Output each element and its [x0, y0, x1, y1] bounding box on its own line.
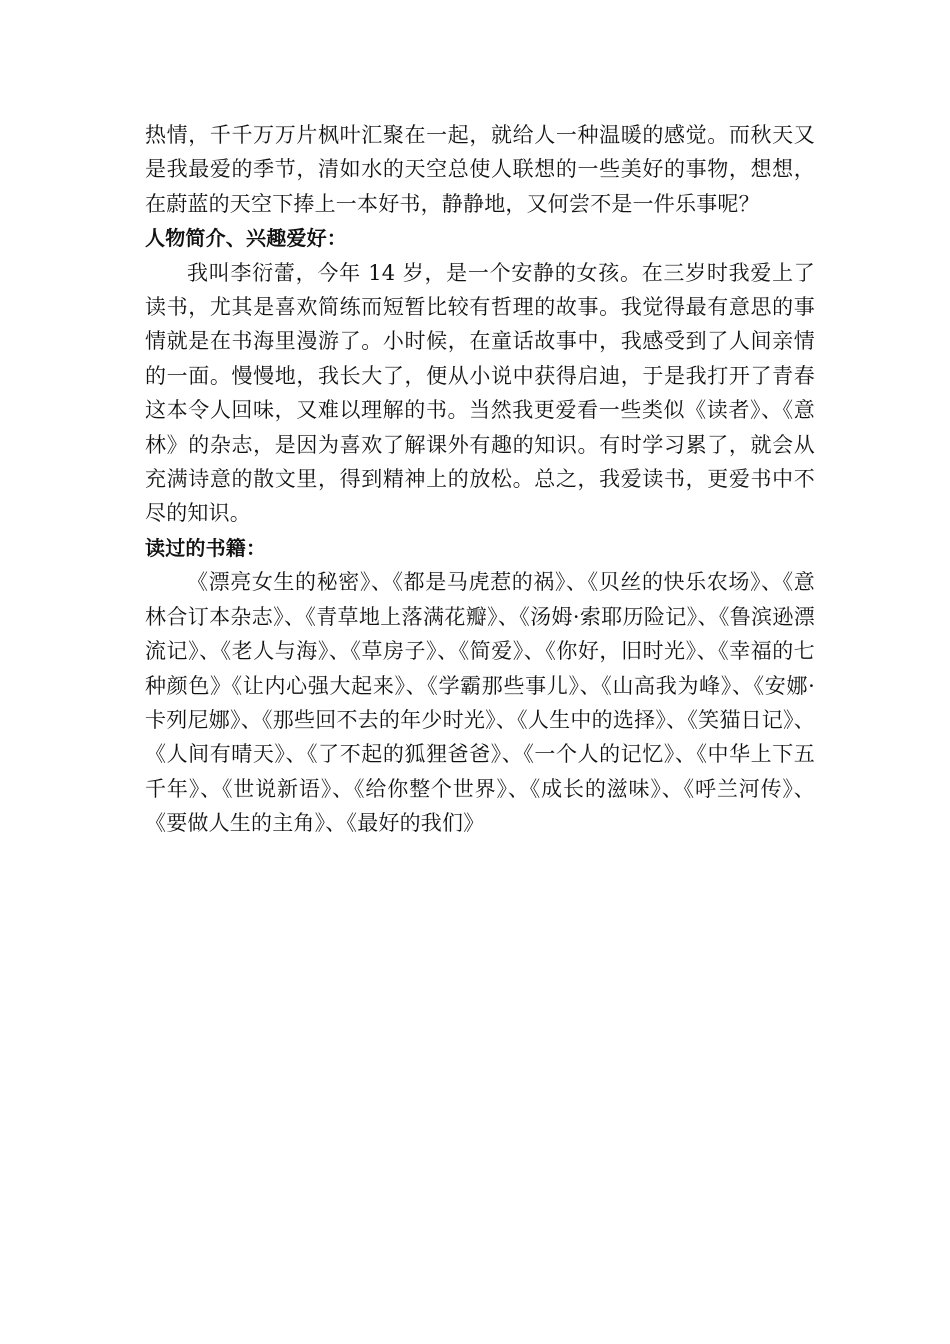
profile-heading: 人物简介、兴趣爱好： — [145, 226, 347, 251]
document-page — [145, 118, 815, 841]
books-heading: 读过的书籍： — [145, 535, 267, 560]
books-paragraph: 《漂亮女生的秘密》、《都是马虎惹的祸》、《贝丝的快乐农场》、《意林合订本杂志》、《青草地上落满花瓣》、《汤姆·索耶历险记》、《鲁滨逊漂流记》、《老人与海》、《草房子》、《简爱》、《你好，旧时光》、《幸福的七种颜色》《让内心强大起来》、《学霸那些事儿》、《山高我为峰》、《安娜·卡列尼娜》、《那些回不去的年少时光》、《人生中的选择》、《笑猫日记》、《人间有晴天》、《了不起的狐狸爸爸》、《一个人的记忆》、《中华上下五千年》、《世说新语》、《给你整个世界》、《成长的滋味》、《呼兰河传》、《要做人生的主角》、《最好的我们》 — [145, 570, 815, 836]
profile-paragraph: 我叫李衍蕾，今年 14 岁，是一个安静的女孩。在三岁时我爱上了读书，尤其是喜欢简练而短暂比较有哲理的故事。我觉得最有意思的事情就是在书海里漫游了。小时候，在童话故事中，我感受到了人间亲情的一面。慢慢地，我长大了，便从小说中获得启迪，于是我打开了青春这本令人回味，又难以理解的书。当然我更爱看一些类似《读者》、《意林》的杂志，是因为喜欢了解课外有趣的知识。有时学习累了，就会从充满诗意的散文里，得到精神上的放松。总之，我爱读书，更爱书中不尽的知识。 — [145, 260, 815, 526]
intro-paragraph: 热情，千千万万片枫叶汇聚在一起，就给人一种温暖的感觉。而秋天又是我最爱的季节，清如水的天空总使人联想的一些美好的事物，想想，在蔚蓝的天空下捧上一本好书，静静地，又何尝不是一件乐事呢？ — [145, 123, 815, 216]
